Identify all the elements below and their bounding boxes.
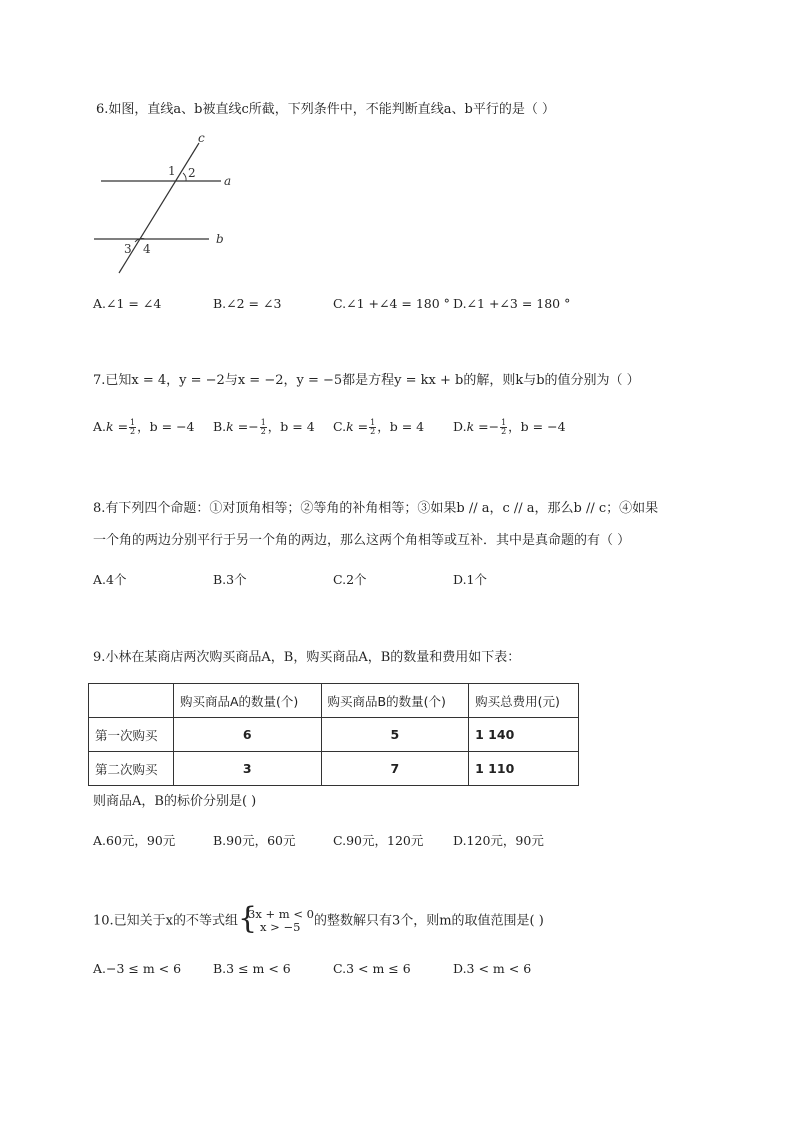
q7-option-b-letter: B.: [213, 419, 227, 434]
q10-option-a[interactable]: A.−3 ≤ m < 6: [93, 961, 182, 976]
q7-option-d-letter: D.: [453, 419, 467, 434]
q7-option-a-letter: A.: [93, 419, 107, 434]
q6-parallel-lines-figure: [88, 130, 248, 280]
q6-option-c[interactable]: C.∠1 +∠4 = 180 °: [333, 296, 450, 311]
q7-option-b-fraction: $\frac{1}{2}$: [260, 418, 266, 436]
q7-option-b-b: ，b = 4: [267, 419, 315, 434]
table-header-qty-b: 购买商品B的数量(个): [321, 684, 469, 718]
label-b: b: [216, 232, 224, 246]
cell-qty-b: 5: [321, 718, 469, 752]
cell-qty-b: 7: [321, 752, 469, 786]
q6-stem: 6.如图，直线a、b被直线c所截，下列条件中，不能判断直线a、b平行的是（ ）: [96, 102, 555, 117]
q9-option-d[interactable]: D.120元，90元: [453, 833, 544, 848]
q7-option-c-fraction: $\frac{1}{2}$: [370, 418, 376, 436]
table-header-qty-a: 购买商品A的数量(个): [174, 684, 322, 718]
table-header-total: 购买总费用(元): [469, 684, 579, 718]
table-header-empty: [89, 684, 174, 718]
brace-icon: {: [238, 901, 258, 936]
q10-stem-suffix: 的整数解只有3个，则m的取值范围是( ): [313, 913, 544, 929]
q9-stem: 9.小林在某商店两次购买商品A，B，购买商品A，B的数量和费用如下表：: [93, 650, 521, 665]
q10-stem: [93, 901, 544, 936]
q9-purchase-table: [88, 683, 579, 786]
q8-stem-line2: 一个角的两边分别平行于另一个角的两边，那么这两个角相等或互补．其中是真命题的有（ ）: [93, 533, 631, 548]
q8-option-b[interactable]: B.3个: [213, 572, 247, 587]
q6-option-b[interactable]: B.∠2 = ∠3: [213, 296, 282, 311]
q7-option-b-sign: −: [248, 419, 259, 434]
q7-option-d-sign: −: [488, 419, 500, 434]
q10-system-line1: 3x + m < 0: [248, 907, 314, 921]
q7-option-a-b: ，b = −4: [137, 419, 195, 434]
cell-total: 1 110: [469, 752, 579, 786]
q8-option-c[interactable]: C.2个: [333, 572, 367, 587]
q8-option-a[interactable]: A.4个: [93, 572, 127, 587]
table-row: [89, 752, 579, 786]
q10-option-b[interactable]: B.3 ≤ m < 6: [213, 961, 291, 976]
q10-stem-prefix: 10.已知关于x的不等式组: [93, 913, 239, 929]
q10-option-d[interactable]: D.3 < m < 6: [453, 961, 532, 976]
table-row: [89, 718, 579, 752]
q10-inequality-system: [238, 901, 314, 936]
q7-option-a-fraction: $\frac{1}{2}$: [130, 418, 136, 436]
q7-option-b[interactable]: B.k =− $\frac{1}{2}$ ，b = 4: [213, 418, 315, 436]
q10-option-c[interactable]: C.3 < m ≤ 6: [333, 961, 411, 976]
q9-option-a[interactable]: A.60元，90元: [93, 833, 176, 848]
label-a: a: [224, 174, 232, 188]
q7-option-c[interactable]: C.k = $\frac{1}{2}$ ，b = 4: [333, 418, 425, 436]
q9-followup: 则商品A，B的标价分别是( ): [93, 794, 257, 809]
row-label: 第二次购买: [89, 752, 174, 786]
q7-stem: 7.已知x = 4，y = −2与x = −2，y = −5都是方程y = kx + b的解，则k与b的值分别为（ ）: [93, 373, 640, 388]
q6-option-d[interactable]: D.∠1 +∠3 = 180 °: [453, 296, 571, 311]
q7-option-d-fraction: $\frac{1}{2}$: [501, 418, 507, 436]
row-label: 第一次购买: [89, 718, 174, 752]
q8-option-d[interactable]: D.1个: [453, 572, 488, 587]
q7-option-c-letter: C.: [333, 419, 347, 434]
angle-label-3: 3: [124, 242, 132, 256]
q9-option-c[interactable]: C.90元，120元: [333, 833, 424, 848]
label-c: c: [198, 131, 205, 145]
q7-option-c-b: ，b = 4: [377, 419, 425, 434]
angle-label-4: 4: [143, 242, 151, 256]
table-header-row: [89, 684, 579, 718]
angle-label-2: 2: [188, 166, 196, 180]
q7-option-d-b: ，b = −4: [508, 419, 566, 434]
q7-option-a[interactable]: A.k = $\frac{1}{2}$ ，b = −4: [93, 418, 195, 436]
cell-total: 1 140: [469, 718, 579, 752]
q10-system-line2: x > −5: [260, 920, 301, 934]
q6-option-a[interactable]: A.∠1 = ∠4: [93, 296, 162, 311]
angle-arc-2: [183, 173, 186, 181]
cell-qty-a: 3: [174, 752, 322, 786]
q8-stem-line1: 8.有下列四个命题：①对顶角相等；②等角的补角相等；③如果b // a，c // a，那么b // c；④如果: [93, 501, 659, 516]
q9-option-b[interactable]: B.90元，60元: [213, 833, 296, 848]
angle-label-1: 1: [168, 164, 176, 178]
q7-option-d[interactable]: D.k =− $\frac{1}{2}$ ，b = −4: [453, 418, 566, 436]
cell-qty-a: 6: [174, 718, 322, 752]
